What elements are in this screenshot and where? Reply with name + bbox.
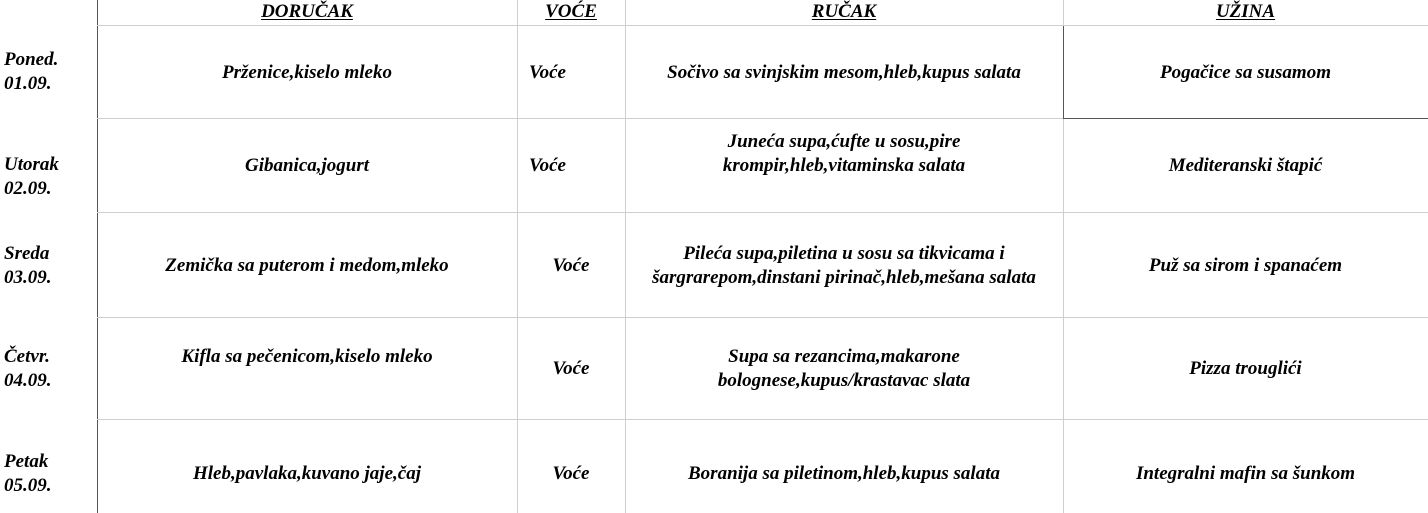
day-date: 01.09.: [4, 73, 52, 94]
day-date: 04.09.: [4, 370, 52, 391]
breakfast-cell: Hleb,pavlaka,kuvano jaje,čaj: [193, 463, 421, 484]
table-row-day: [0, 48, 97, 96]
table-row-day: [0, 345, 97, 393]
snack-cell: Integralni mafin sa šunkom: [1135, 463, 1356, 484]
fruit-cell: Voće: [529, 155, 566, 176]
lunch-cell: Boranija sa piletinom,hleb,kupus salata: [688, 463, 1000, 484]
snack-cell: Puž sa sirom i spanaćem: [1148, 255, 1343, 276]
day-date: 03.09.: [4, 267, 52, 288]
row-divider: [1063, 118, 1428, 119]
lunch-cell: Sočivo sa svinjskim mesom,hleb,kupus salata: [667, 62, 1021, 83]
table-row-day: [0, 242, 97, 290]
snack-cell: Pizza trouglići: [1189, 358, 1302, 379]
row-divider: [97, 419, 1428, 420]
breakfast-cell: Prženice,kiselo mleko: [222, 62, 392, 83]
fruit-cell: Voće: [552, 255, 590, 276]
row-divider: [97, 317, 1428, 318]
breakfast-cell: Gibanica,jogurt: [244, 155, 370, 176]
breakfast-cell: Kifla sa pečenicom,kiselo mleko: [181, 346, 433, 367]
fruit-cell: Voće: [529, 62, 566, 83]
snack-cell: Mediteranski štapić: [1168, 155, 1323, 176]
day-date: 05.09.: [4, 475, 52, 496]
header-breakfast: DORUČAK: [261, 1, 353, 22]
lunch-cell: Pileća supa,piletina u sosu sa tikvicama i šargrarepom,dinstani pirinač,hleb,mešana salata: [652, 243, 1036, 288]
header-lunch: RUČAK: [811, 1, 877, 22]
header-fruit: VOĆE: [545, 1, 597, 22]
row-divider: [97, 212, 1428, 213]
lunch-cell: Juneća supa,ćufte u sosu,pire krompir,hleb,vitaminska salata: [722, 131, 966, 176]
fruit-cell: Voće: [552, 463, 590, 484]
day-name: Petak: [4, 451, 49, 472]
snack-cell: Pogačice sa susamom: [1160, 62, 1331, 83]
table-row-day: [0, 153, 97, 201]
header-snack: UŽINA: [1215, 1, 1276, 22]
day-name: Utorak: [4, 154, 59, 175]
day-date: 02.09.: [4, 178, 52, 199]
day-name: Četvr.: [4, 346, 50, 367]
breakfast-cell: Zemička sa puterom i medom,mleko: [165, 255, 449, 276]
lunch-cell: Supa sa rezancima,makarone bolognese,kupus/krastavac slata: [717, 346, 971, 391]
table-row-day: [0, 450, 97, 498]
day-name: Sreda: [4, 243, 50, 264]
fruit-cell: Voće: [552, 358, 590, 379]
day-name: Poned.: [4, 49, 59, 70]
